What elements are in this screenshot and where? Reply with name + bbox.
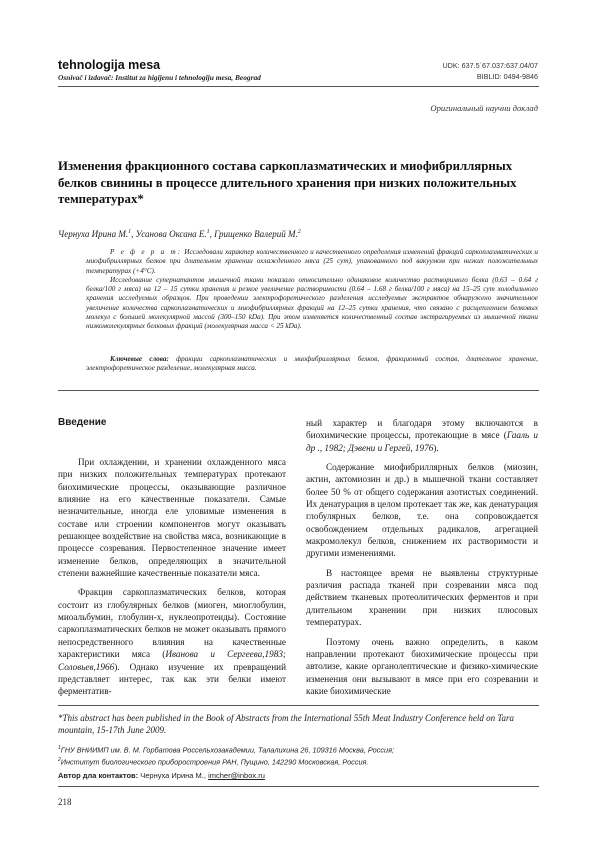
abstract-divider: [58, 390, 539, 391]
keywords: [86, 355, 538, 374]
page-number-divider: [58, 786, 539, 787]
publication-footnote: *This abstract has been published in the Book of Abstracts from the International 55th Meat Industry Conference held on Tara mountain, 15-17th June 2009.: [58, 713, 515, 735]
citation: Гааль и др ., 1982; Дэвени и Гергей, 1976: [306, 430, 538, 453]
body-paragraph: [306, 417, 538, 454]
article-title: Изменения фракционного состава саркоплазматических и миофибриллярных белков свинины в процессе длительного хранения при низких положительных температурах*: [58, 159, 517, 207]
author-name: Грищенко Валерий М.: [214, 229, 298, 239]
affiliations: [58, 743, 538, 768]
abstract-paragraph: Исследование супернатантов мышечной ткани показало относительно одинаковое количество растворимого белка (0.63 – 0.64 г белка/100 г мяса) на 12 – 15 сутки хранения и резкое увеличение растворимости (0.64 – 1.68 г белка/100 г мяса) на 15–25 сут холодильного хранения исследуемых образцов. При проведении электрофоретического разделения исследуемых экстрактов обнаружено значительное увеличение количества саркоплазматических и миофибриллярных фракций на 12–25 сутки хранения, что связано с расщеплением белковых молекул с большей молекулярной массой (300–150 kDa). При этом изменяется количественный состав экстрагируемых из мышечной ткани низкомолекулярных белковых фракций (молекулярная масса < 25 kDa).: [86, 275, 538, 331]
body-paragraph: Поэтому очень важно определить, в каком направлении протекают биохимические процессы при автолизе, какие органолептические и физико-химические изменения они вызывают в мясе при его созревании и какие биохимические: [306, 636, 538, 696]
author-affiliation-mark: 2: [297, 229, 301, 235]
section-heading: Введение: [58, 417, 107, 428]
author-name: Усанова Оксана Е.: [135, 229, 207, 239]
body-paragraph: [58, 586, 286, 697]
affiliation-mark: 2: [58, 757, 61, 764]
paragraph-text: ). Однако изучение их превращений представляет интерес, так как эти белки имеют ферментатив-: [58, 661, 286, 697]
keywords-text: фракции саркоплазматических и миофибриллярных белков, фракционный состав, длительное хранение, электрофоретическое разделение, молекулярная масса.: [86, 355, 538, 373]
author-name: Чернуха Ирина М.: [58, 229, 129, 239]
citation: Иванова и Сергеева,1983; Соловьев,1966: [58, 649, 286, 672]
keywords-label: Ключевые слова:: [110, 355, 169, 363]
affiliation-2: [58, 755, 538, 767]
contact-label: Автор дла контактов:: [58, 771, 139, 780]
body-paragraph: Содержание миофибриллярных белков (миозин, актин, актомиозин и др.) в мышечной ткани составляет более 50 % от общего содержания азотистых соединений. Их денатурация в целом протекает так же, как денатурация глобулярных белков, т.е. она сопровождается освобождением отдельных радикалов, агрегацией макромолекул белков, снижением их растворимости и другими изменениями.: [306, 462, 538, 559]
publisher-line: Osnivač i izdavač: Institut za higijenu i tehnologiju mesa, Beograd: [58, 73, 261, 82]
header-divider: [58, 86, 539, 87]
contact-name: Чернуха Ирина М.,: [140, 771, 206, 780]
contact-line: [58, 771, 265, 780]
udk-code: UDK: 637.5´67.037:637.04/07: [442, 61, 538, 70]
paragraph-text: ).: [433, 442, 439, 453]
author-affiliation-mark: 1: [206, 229, 210, 235]
biblid-code: BIBLID: 0494-9846: [476, 72, 538, 81]
report-type: Оригинальный научни доклад: [430, 103, 538, 113]
paragraph-text: Фракция саркоплазматических белков, которая состоит из глобулярных белков (миоген, миоглобулин, миоальбумин, глобулин-x, нуклеопротеиды). Состояние саркоплазматических белков не может оказывать прямого непосредственного влияния на качественные характеристики мяса (: [58, 587, 286, 660]
abstract: [86, 248, 538, 332]
body-column-right: [306, 417, 538, 697]
affiliation-mark: 1: [58, 745, 61, 751]
abstract-text: Исследовали характер количественного и качественного определения изменений фракций саркоплазматических и миофибриллярных белков при длительном хранении охлажденного мяса (25 сут), упакованного под вакуумом при низких положительных температурах (+4°С).: [86, 248, 538, 275]
author-affiliation-mark: 1: [128, 229, 132, 235]
body-paragraph: В настоящее время не выявлены структурные различия распада тканей при созревании мяса под действием тканевых протеолитических ферментов и при длительном хранении при низких плюсовых температурах.: [306, 567, 538, 628]
abstract-label: Р е ф е р а т:: [110, 248, 183, 256]
page-number: 218: [58, 797, 72, 807]
affiliation-text: Институт биологического приборостроения РАН, Пущино, 142290 Московская, Россия.: [60, 757, 369, 767]
paragraph-text: ный характер и благодаря этому включаются в биохимические процессы, протекающие в мясе (: [306, 418, 538, 441]
contact-email-link[interactable]: imcher@inbox.ru: [208, 771, 265, 780]
body-paragraph: При охлаждении, и хранении охлажденного мяса при низких положительных температурах протекают биохимические процессы, оказывающие различное влияние на его качественные показатели. Самые незначительные, иногда еле уловимые изменения в составе или строении компонентов могут оказывать решающее воздействие на свойства мяса, возникающие в процессе созревания. Первостепенное значение имеет изменение белков, определяющих в значительной степени важнейшие качественные показатели мяса.: [58, 457, 286, 579]
classification-codes: [442, 60, 538, 82]
body-column-left: [58, 456, 286, 698]
affiliation-1: [58, 743, 538, 755]
author-list: Чернуха Ирина М.$^1$, Усанова Оксана Е.$^1$, Грищенко Валерий М.$^2$: [58, 229, 301, 239]
abstract-paragraph: [86, 248, 538, 276]
affiliation-text: ГНУ ВНИИМП им. В. М. Горбатова Россельхозакадемии, Талалихина 26, 109316 Москва, Россия;: [60, 745, 394, 755]
journal-name: tehnologija mesa: [58, 58, 161, 72]
footnote-divider: [58, 705, 539, 706]
